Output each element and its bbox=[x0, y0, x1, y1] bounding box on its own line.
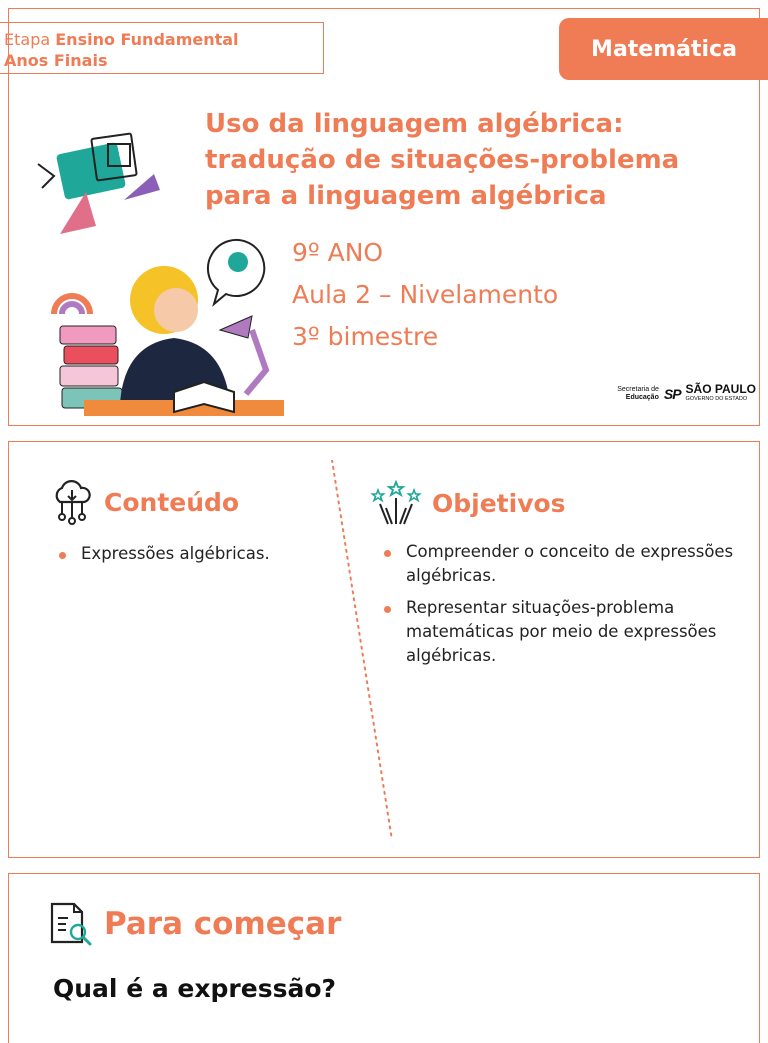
etapa-value: Ensino Fundamental bbox=[55, 30, 239, 49]
desk-lamp-icon bbox=[220, 316, 266, 394]
title-line-1: Uso da linguagem algébrica: bbox=[205, 109, 624, 139]
etapa-line2: Anos Finais bbox=[4, 51, 108, 70]
list-item: Expressões algébricas. bbox=[55, 542, 325, 566]
para-comecar-heading bbox=[48, 900, 341, 948]
fireworks-icon bbox=[370, 478, 422, 528]
question-heading: Qual é a expressão? bbox=[53, 974, 336, 1003]
lightbulb-thought-icon bbox=[208, 240, 264, 304]
sp-mark: SP bbox=[663, 386, 681, 402]
lesson-title bbox=[205, 106, 745, 214]
para-comecar-card bbox=[8, 873, 760, 1043]
etapa-box bbox=[0, 22, 324, 74]
document-search-icon bbox=[48, 900, 94, 948]
list-item: Representar situações-problema matemáticas por meio de expressões algébricas. bbox=[380, 596, 740, 668]
etapa-prefix: Etapa bbox=[4, 30, 51, 49]
conteudo-title: Conteúdo bbox=[104, 487, 240, 517]
rainbow-icon bbox=[54, 296, 90, 314]
secretaria-text: Secretaria de Educação bbox=[617, 386, 659, 401]
subject-label: Matemática bbox=[591, 36, 737, 62]
objetivos-list bbox=[380, 540, 740, 676]
blackboard-icon bbox=[56, 133, 137, 200]
triangle-ruler-icon bbox=[60, 192, 96, 234]
subject-tab bbox=[559, 18, 768, 80]
objetivos-heading bbox=[370, 478, 566, 528]
term-label: 3º bimestre bbox=[292, 322, 439, 351]
grade-label: 9º ANO bbox=[292, 238, 384, 267]
sp-government-logo bbox=[617, 384, 756, 404]
para-comecar-title: Para começar bbox=[104, 906, 342, 942]
objetivos-title: Objetivos bbox=[432, 488, 566, 518]
sao-paulo-text: SÃO PAULO GOVERNO DO ESTADO bbox=[685, 382, 756, 402]
conteudo-list bbox=[55, 542, 325, 574]
lesson-meta bbox=[292, 232, 558, 358]
conteudo-heading bbox=[50, 478, 239, 526]
cloud-network-icon bbox=[50, 478, 94, 526]
lesson-label: Aula 2 – Nivelamento bbox=[292, 280, 559, 309]
list-item: Compreender o conceito de expressões algébricas. bbox=[380, 540, 740, 588]
title-line-3: para a linguagem algébrica bbox=[205, 181, 607, 211]
title-line-2: tradução de situações-problema bbox=[205, 145, 680, 175]
books-stack bbox=[60, 326, 122, 408]
